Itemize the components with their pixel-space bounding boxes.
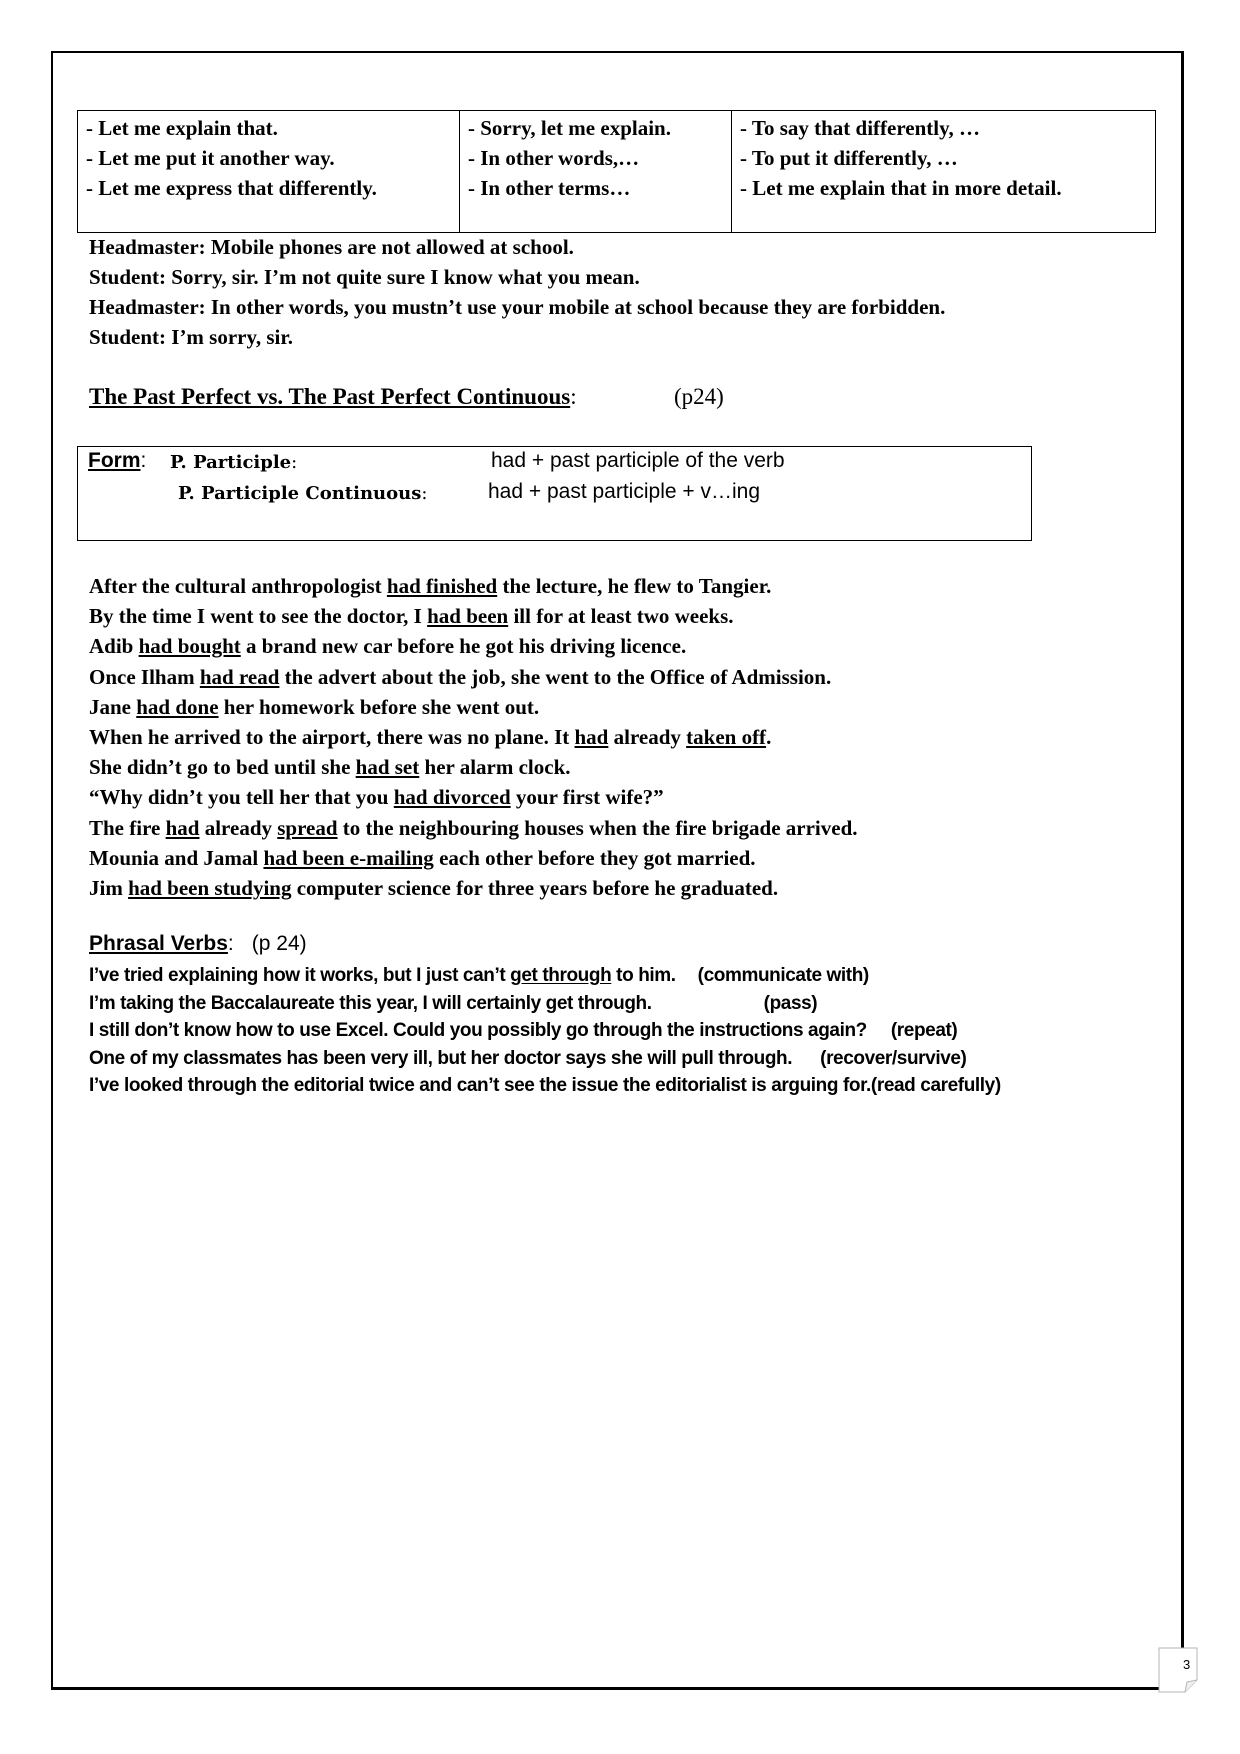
phrase-item: - Let me put it another way. bbox=[86, 146, 335, 170]
form-rule-1: had + past participle of the verb bbox=[491, 449, 785, 472]
phrase-table bbox=[77, 110, 1156, 233]
form-term-2-text: P. Participle Continuous bbox=[178, 483, 422, 504]
phrase-item: - Let me explain that. bbox=[86, 116, 278, 140]
example-sentences bbox=[89, 571, 858, 903]
dialogue-line: Headmaster: Mobile phones are not allowed at school. bbox=[89, 235, 574, 259]
page-number: 3 bbox=[1183, 1657, 1191, 1672]
phrase-item: - Let me express that differently. bbox=[86, 176, 377, 200]
phrasal-verb-meaning: (communicate with) bbox=[697, 965, 869, 986]
form-label bbox=[88, 449, 146, 473]
phrasal-verb-example: I’ve tried explaining how it works, but I just can’t get through to him. (communicate with) bbox=[89, 965, 869, 986]
example-sentence: She didn’t go to bed until she had set her alarm clock. bbox=[89, 755, 571, 780]
section-heading-phrasal-verbs bbox=[89, 932, 307, 956]
form-term-2 bbox=[178, 483, 427, 504]
phrasal-verbs-colon: : bbox=[227, 932, 234, 955]
phrasal-verb-example: One of my classmates has been very ill, but her doctor says she will pull through. (recover/survive) bbox=[89, 1047, 967, 1069]
phrase-item: - Let me explain that in more detail. bbox=[740, 176, 1062, 200]
phrasal-verbs-title: Phrasal Verbs bbox=[89, 932, 228, 955]
dialogue bbox=[89, 232, 945, 352]
dialogue-line: Student: I’m sorry, sir. bbox=[89, 325, 293, 349]
phrasal-verbs-page-ref: (p 24) bbox=[251, 932, 307, 955]
phrase-item: - In other terms… bbox=[468, 176, 631, 200]
example-sentence: Adib had bought a brand new car before he got his driving licence. bbox=[89, 634, 687, 659]
form-box bbox=[77, 446, 1032, 541]
example-sentence: The fire had already spread to the neighbouring houses when the fire brigade arrived. bbox=[89, 815, 858, 840]
section-heading-text: The Past Perfect vs. The Past Perfect Continuous bbox=[89, 384, 571, 409]
form-term-2-colon: : bbox=[421, 483, 428, 504]
heading-colon: : bbox=[570, 384, 577, 409]
form-label-text: Form bbox=[88, 449, 141, 472]
phrase-item: - Sorry, let me explain. bbox=[468, 116, 671, 140]
phrasal-verb-example: I’ve looked through the editorial twice and can’t see the issue the editorialist is arguing for.(read carefully) bbox=[89, 1075, 1001, 1096]
phrase-column-3 bbox=[732, 111, 1156, 233]
page-curl-icon bbox=[1158, 1647, 1198, 1693]
form-term-1-colon: : bbox=[291, 452, 298, 473]
dialogue-line: Headmaster: In other words, you mustn’t use your mobile at school because they are forbidden. bbox=[89, 295, 946, 319]
page-reference: (p24) bbox=[674, 384, 724, 409]
form-term-1-text: P. Participle bbox=[170, 452, 292, 473]
example-sentence: Jim had been studying computer science for three years before he graduated. bbox=[89, 876, 779, 901]
example-sentence: By the time I went to see the doctor, I had been ill for at least two weeks. bbox=[89, 604, 734, 629]
form-term-1 bbox=[170, 452, 297, 473]
phrase-item: - To put it differently, … bbox=[740, 146, 958, 170]
phrase-column-1 bbox=[78, 111, 460, 233]
phrasal-verb-example: I’m taking the Baccalaureate this year, I will certainly get through. (pass) bbox=[89, 992, 818, 1014]
phrasal-verbs-list bbox=[89, 962, 1109, 1100]
example-sentence: Jane had done her homework before she went out. bbox=[89, 694, 540, 719]
section-heading-past-perfect bbox=[89, 384, 577, 410]
example-sentence: When he arrived to the airport, there was no plane. It had already taken off. bbox=[89, 725, 772, 750]
phrasal-verb-example: I still don’t know how to use Excel. Could you possibly go through the instructions again? (repeat) bbox=[89, 1020, 958, 1041]
phrase-item: - In other words,… bbox=[468, 146, 640, 170]
example-sentence: After the cultural anthropologist had finished the lecture, he flew to Tangier. bbox=[89, 574, 772, 598]
phrase-item: - To say that differently, … bbox=[740, 116, 980, 140]
table-row bbox=[78, 111, 1156, 233]
example-sentence: Once Ilham had read the advert about the job, she went to the Office of Admission. bbox=[89, 664, 832, 689]
phrasal-verb-meaning: (recover/survive) bbox=[820, 1047, 967, 1069]
dialogue-line: Student: Sorry, sir. I’m not quite sure I know what you mean. bbox=[89, 265, 640, 289]
phrasal-verb-meaning: (repeat) bbox=[890, 1020, 958, 1041]
phrase-column-2 bbox=[460, 111, 732, 233]
form-rule-2: had + past participle + v…ing bbox=[488, 480, 760, 503]
phrasal-verb-meaning: (pass) bbox=[763, 992, 818, 1014]
example-sentence: “Why didn’t you tell her that you had divorced your first wife?” bbox=[89, 785, 664, 810]
example-sentence: Mounia and Jamal had been e-mailing each other before they got married. bbox=[89, 845, 756, 870]
form-colon: : bbox=[140, 449, 147, 472]
